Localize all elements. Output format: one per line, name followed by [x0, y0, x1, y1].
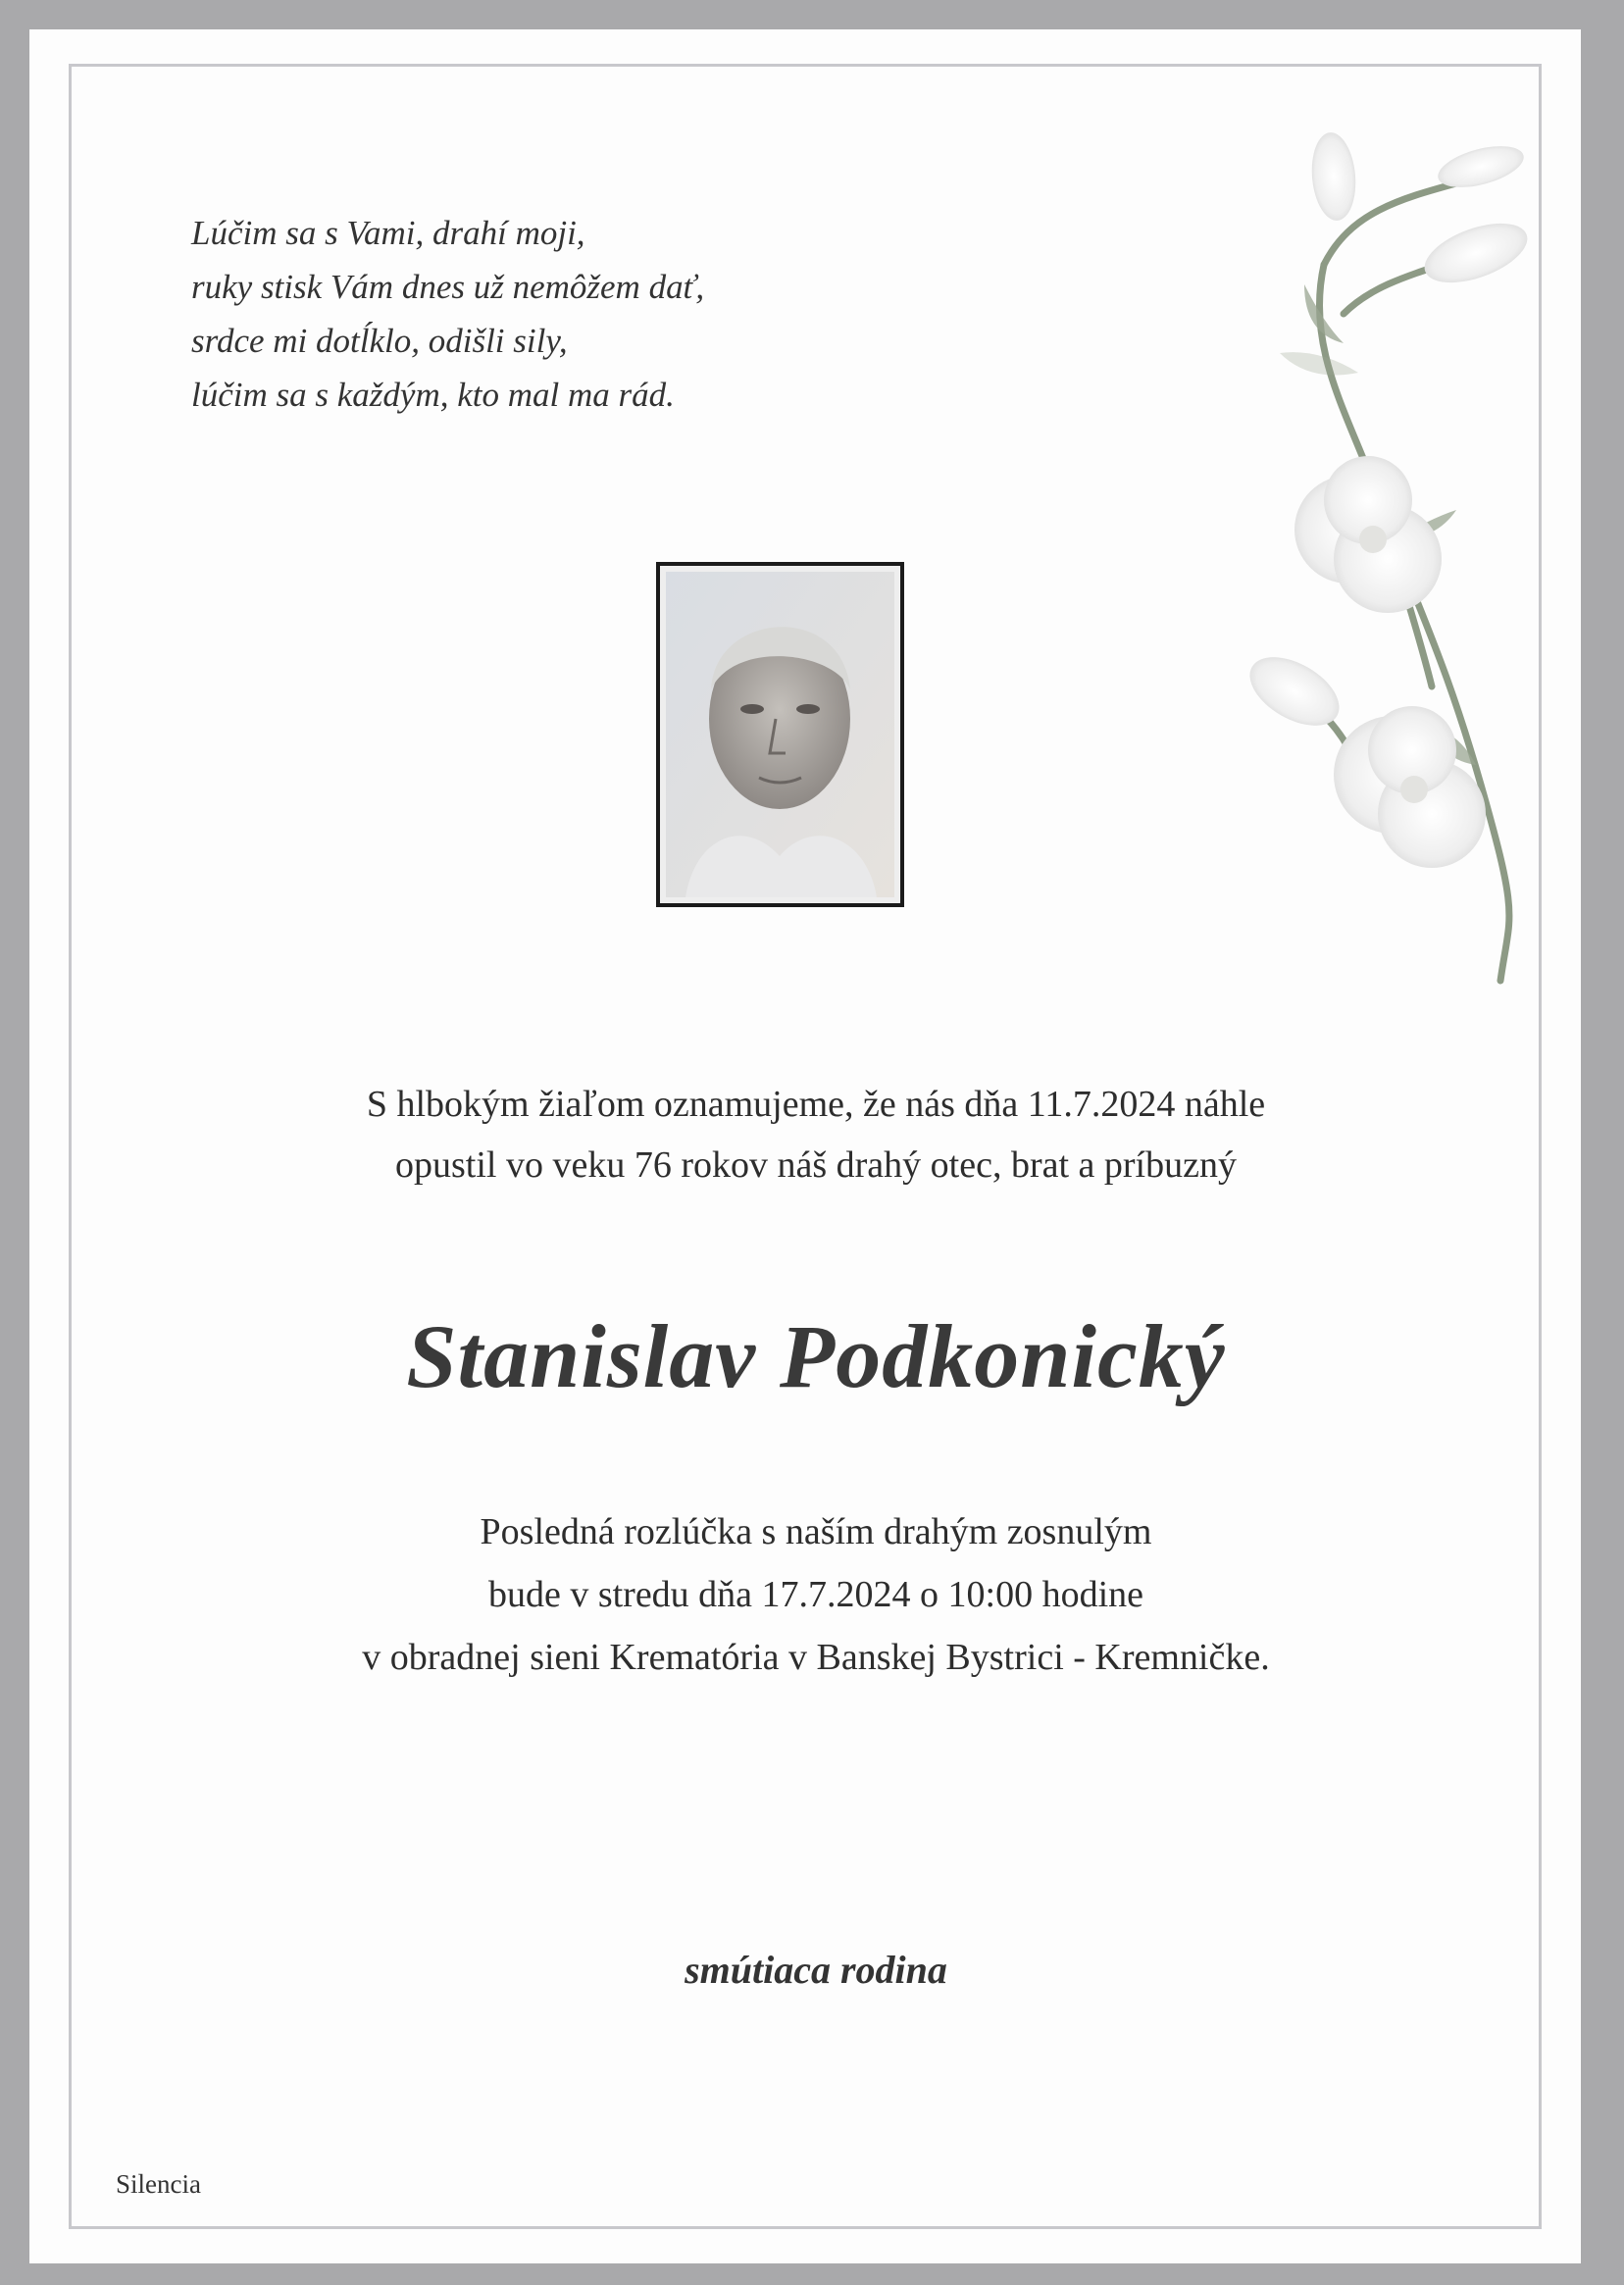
- lily-flowers-decoration: [1187, 98, 1579, 1000]
- funeral-line: Posledná rozlúčka s naším drahým zosnulým: [480, 1511, 1152, 1552]
- poem-line: lúčim sa s každým, kto mal ma rád.: [191, 376, 675, 414]
- obituary-sheet: [29, 29, 1581, 2263]
- announcement-line: opustil vo veku 76 rokov náš drahý otec, brat a príbuzný: [395, 1144, 1237, 1186]
- deceased-name: Stanislav Podkonický: [406, 1306, 1226, 1406]
- funeral-details: [29, 1500, 1602, 1689]
- funeral-line: bude v stredu dňa 17.7.2024 o 10:00 hodine: [487, 1574, 1144, 1615]
- death-announcement: [29, 1074, 1602, 1195]
- family-signature: smútiaca rodina: [685, 1948, 947, 1992]
- deceased-portrait-photo: [666, 572, 894, 897]
- funeral-line: v obradnej sieni Krematória v Banskej Bystrici - Kremničke.: [362, 1637, 1270, 1678]
- poem-line: Lúčim sa s Vami, drahí moji,: [191, 214, 585, 252]
- deceased-photo-frame: [656, 562, 904, 907]
- poem-line: srdce mi dotĺklo, odišli sily,: [191, 322, 568, 360]
- footer-brand: Silencia: [116, 2169, 201, 2199]
- poem-line: ruky stisk Vám dnes už nemôžem dať,: [191, 268, 705, 306]
- announcement-line: S hlbokým žiaľom oznamujeme, že nás dňa 11.7.2024 náhle: [366, 1084, 1266, 1125]
- farewell-poem: [191, 206, 704, 422]
